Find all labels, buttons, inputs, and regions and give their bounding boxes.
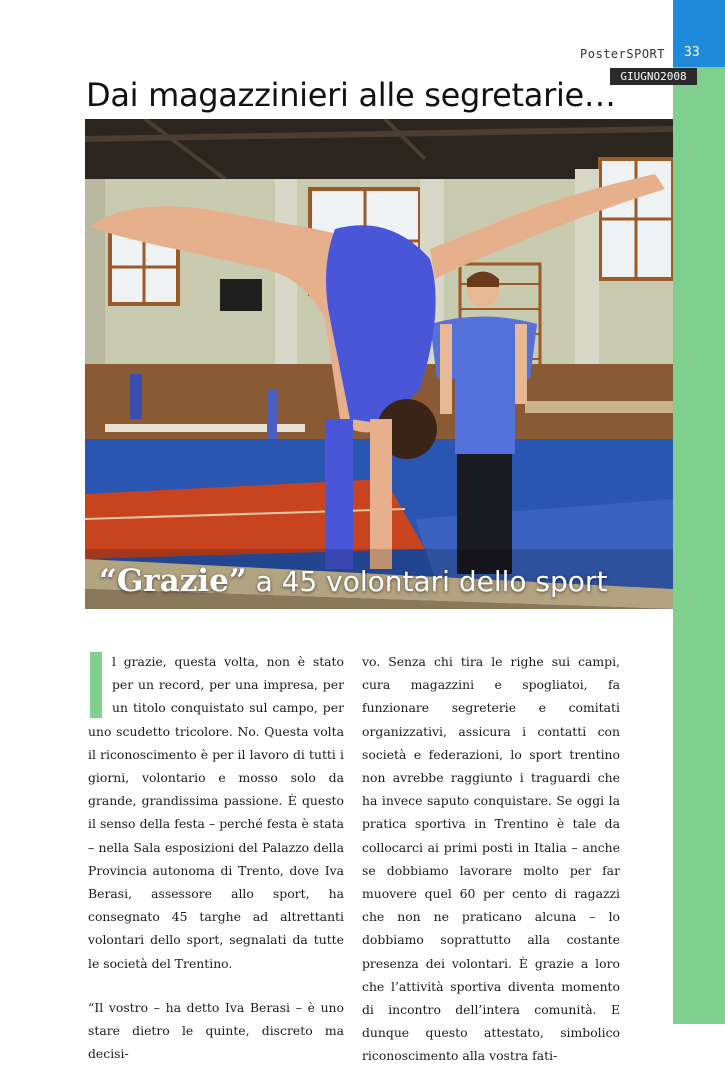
photo-caption-rest: a 45 volontari dello sport xyxy=(246,565,608,598)
issue-tag: GIUGNO2008 xyxy=(610,68,697,85)
article-paragraph-2: “Il vostro – ha detto Iva Berasi – è uno stare dietro le quinte, discreto ma decisi- xyxy=(88,999,344,1062)
article-column-left xyxy=(88,650,344,1065)
magazine-name: PosterSPORT xyxy=(580,47,665,61)
headline: Dai magazzinieri alle segretarie… xyxy=(86,76,616,114)
drop-cap-bar xyxy=(90,652,102,718)
gym-scene-illustration xyxy=(85,119,673,609)
article-paragraph-3: vo. Senza chi tira le righe sui campi, cura magazzini e spogliatoi, fa funzionare segreterie e comitati organizzativi, assicura i contatti con società e federazioni, lo sport trentino non avrebbe raggiunto i traguardi che ha invece saputo conquistare. Se oggi la pratica sportiva in Trentino è tale da collocarci ai primi posti in Italia – anche se dobbiamo lavorare molto per far muovere quel 60 per cento di ragazzi che non ne praticano alcuna – lo dobbiamo soprattutto alla costante presenza dei volontari. È grazie a loro che l’attività sportiva diventa momento di incontro dell’intera comunità. E dunque questo attestato, simbolico riconoscimento alla vostra fati- xyxy=(362,654,620,1064)
page-number: 33 xyxy=(684,45,700,60)
gymnastics-photo xyxy=(85,119,673,609)
article-column-right xyxy=(362,650,620,1068)
photo-caption xyxy=(99,563,607,599)
side-accent-bar xyxy=(673,0,725,1024)
article-paragraph-1: l grazie, questa volta, non è stato per un record, per una impresa, per un titolo conquistato sul campo, per uno scudetto tricolore. No. Questa volta il riconoscimento è per il lavoro di tutti i giorni, volontario e mosso solo da grande, grandissima passione. È questo il senso della festa – perché festa è stata – nella Sala esposizioni del Palazzo della Provincia autonoma di Trento, dove Iva Berasi, assessore allo sport, ha consegnato 45 targhe ad altrettanti volontari dello sport, segnalati da tutte le società del Trentino. xyxy=(88,654,344,971)
photo-caption-strong: “Grazie” xyxy=(99,563,247,599)
